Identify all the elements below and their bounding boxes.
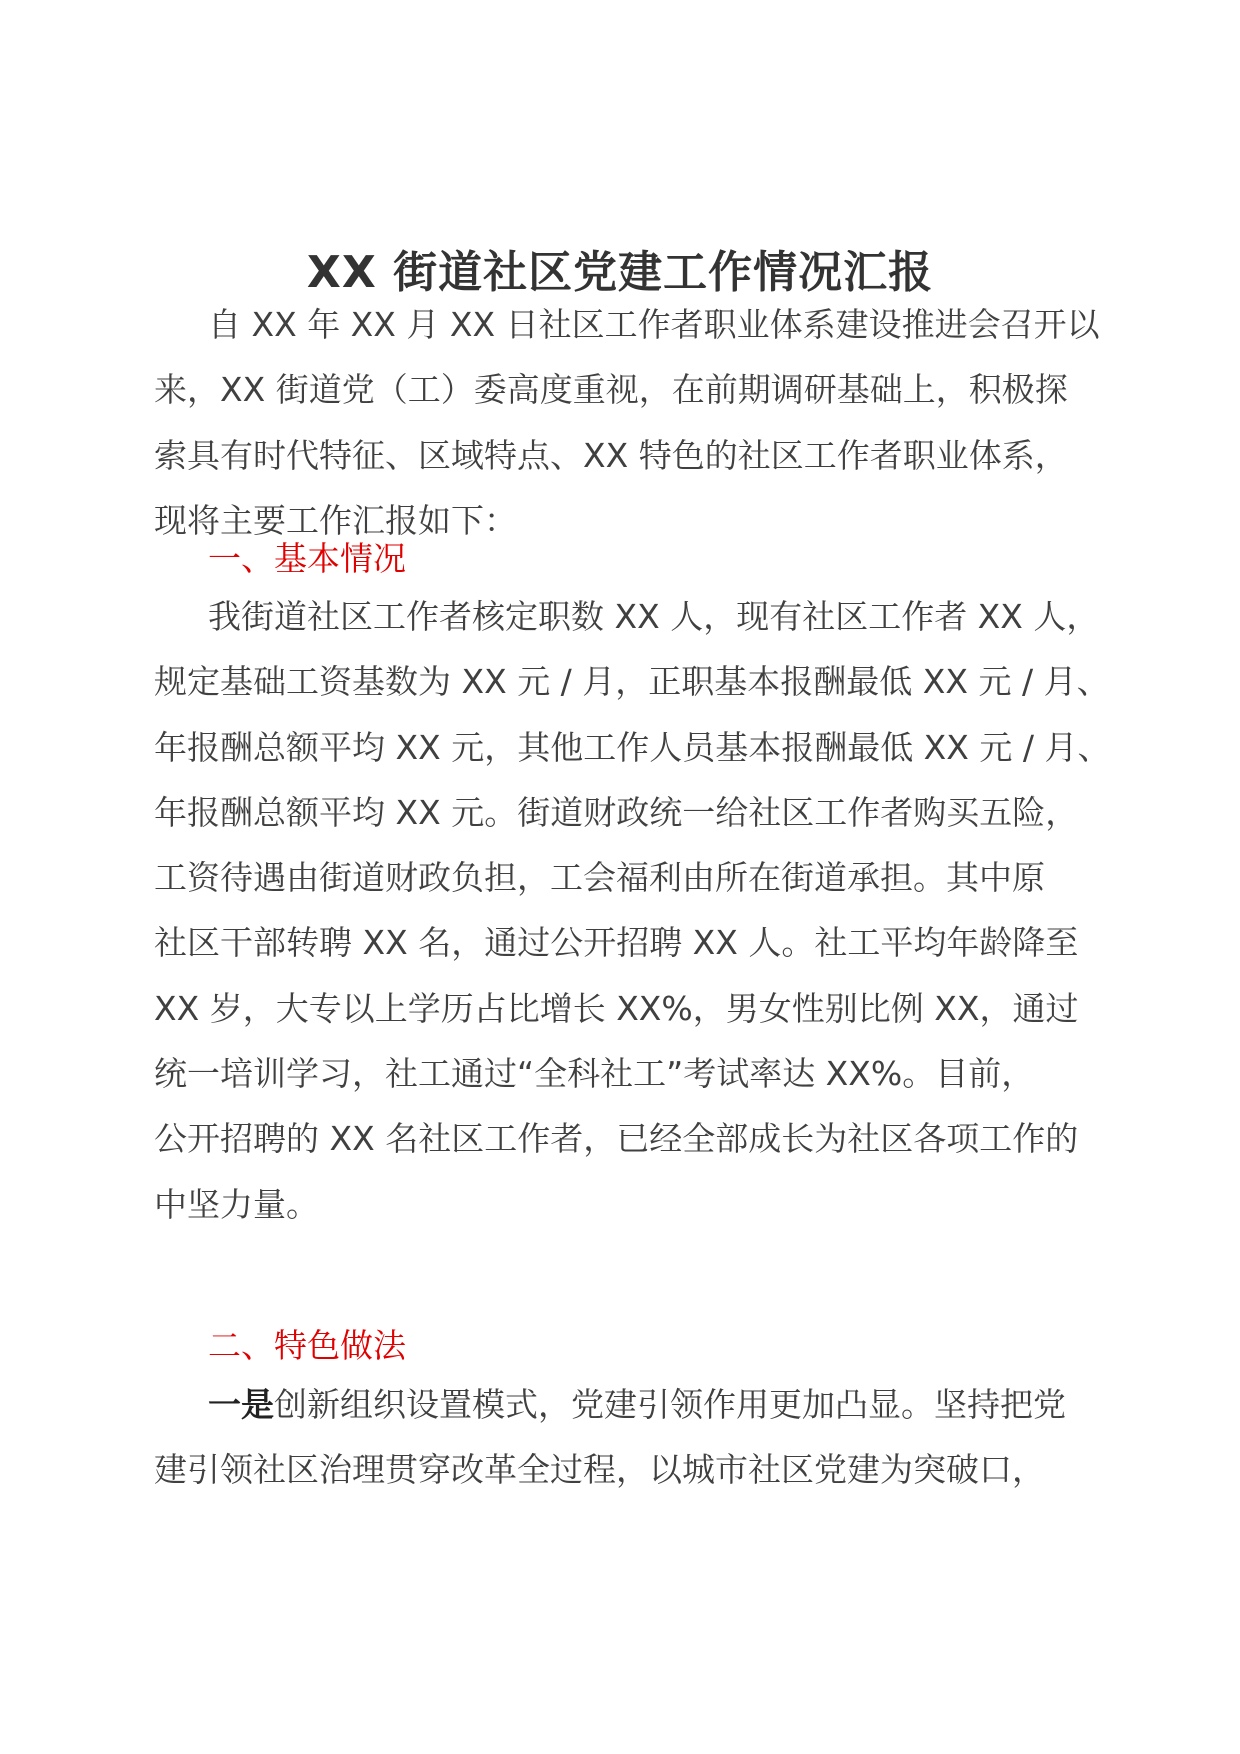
text-line: 规定基础工资基数为 XX 元 / 月，正职基本报酬最低 XX 元 / 月、 — [154, 662, 1110, 702]
text-line: 年报酬总额平均 XX 元，其他工作人员基本报酬最低 XX 元 / 月、 — [154, 727, 1111, 767]
section2-paragraph — [154, 1372, 1094, 1503]
text-segment: 创新组织设置模式，党建引领作用更加凸显。坚持把党 — [274, 1385, 1066, 1424]
text-line: 年报酬总额平均 XX 元。街道财政统一给社区工作者购买五险， — [154, 792, 1079, 832]
text-line: 索具有时代特征、区域特点、XX 特色的社区工作者职业体系， — [154, 435, 1068, 475]
text-line: 自 XX 年 XX 月 XX 日社区工作者职业体系建设推进会召开以 — [208, 305, 1100, 344]
text-line: 中坚力量。 — [154, 1184, 319, 1224]
text-line: 来，XX 街道党（工）委高度重视，在前期调研基础上，积极探 — [154, 370, 1068, 410]
text-line: XX 岁，大专以上学历占比增长 XX%，男女性别比例 XX，通过 — [154, 988, 1079, 1028]
text-line — [154, 1372, 1094, 1437]
section1-paragraph — [154, 584, 1111, 1237]
document-title: XX 街道社区党建工作情况汇报 — [306, 247, 934, 298]
section-heading-basic-situation: 一、基本情况 — [208, 539, 406, 578]
text-line: 建引领社区治理贯穿改革全过程，以城市社区党建为突破口， — [154, 1450, 1045, 1490]
text-line: 现将主要工作汇报如下： — [154, 500, 517, 540]
text-line: 工资待遇由街道财政负担，工会福利由所在街道承担。其中原 — [154, 858, 1045, 898]
intro-paragraph — [154, 292, 1100, 553]
text-line: 统一培训学习，社工通过“全科社工”考试率达 XX%。目前， — [154, 1054, 1035, 1094]
text-line: 社区干部转聘 XX 名，通过公开招聘 XX 人。社工平均年龄降至 — [154, 923, 1079, 963]
section-heading-characteristic-practices: 二、特色做法 — [208, 1326, 406, 1365]
text-line: 公开招聘的 XX 名社区工作者，已经全部成长为社区各项工作的 — [154, 1119, 1079, 1159]
lead-phrase: 一是 — [208, 1385, 274, 1424]
text-line: 我街道社区工作者核定职数 XX 人，现有社区工作者 XX 人， — [208, 597, 1100, 636]
